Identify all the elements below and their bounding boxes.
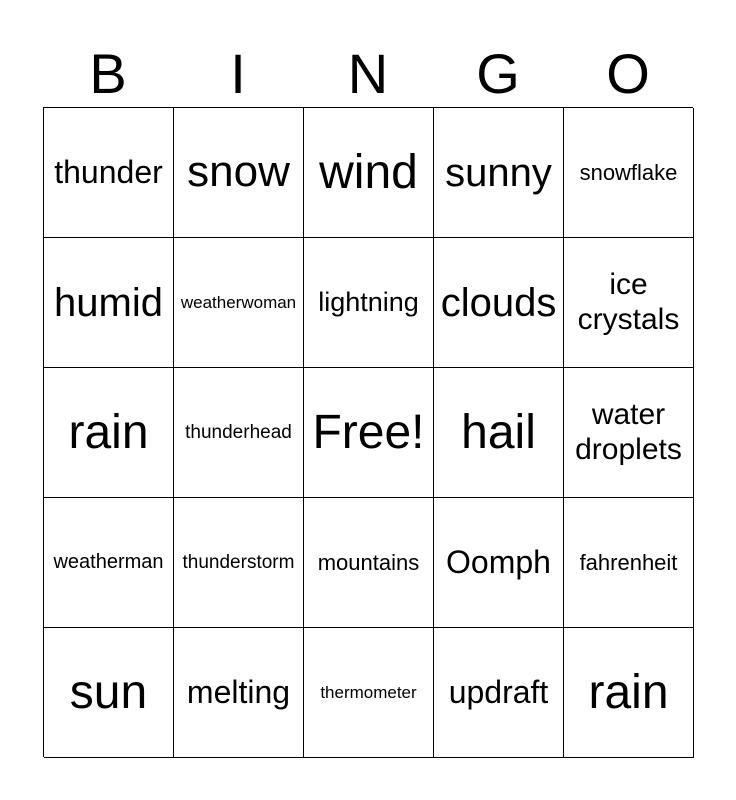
header-letter-b: B xyxy=(89,42,127,105)
bingo-cell[interactable]: lightning xyxy=(304,238,434,368)
bingo-header xyxy=(43,40,693,108)
bingo-cell[interactable]: sunny xyxy=(434,108,564,238)
bingo-cell[interactable]: weatherwoman xyxy=(174,238,304,368)
bingo-cell[interactable]: fahrenheit xyxy=(564,498,694,628)
header-letter-i: I xyxy=(230,42,246,105)
bingo-cell[interactable]: thermometer xyxy=(304,628,434,758)
bingo-cell[interactable]: snowflake xyxy=(564,108,694,238)
bingo-cell[interactable]: updraft xyxy=(434,628,564,758)
bingo-cell[interactable]: weatherman xyxy=(44,498,174,628)
bingo-cell[interactable]: wind xyxy=(304,108,434,238)
bingo-cell[interactable]: sun xyxy=(44,628,174,758)
header-letter-n: N xyxy=(347,42,389,105)
bingo-cell[interactable]: thunderstorm xyxy=(174,498,304,628)
bingo-cell[interactable]: snow xyxy=(174,108,304,238)
bingo-cell[interactable]: hail xyxy=(434,368,564,498)
bingo-cell[interactable]: thunderhead xyxy=(174,368,304,498)
free-space-cell[interactable]: Free! xyxy=(304,368,434,498)
bingo-board xyxy=(43,107,693,757)
header-letter-g: G xyxy=(476,42,520,105)
bingo-cell[interactable]: ice crystals xyxy=(564,238,694,368)
bingo-cell[interactable]: mountains xyxy=(304,498,434,628)
bingo-cell[interactable]: thunder xyxy=(44,108,174,238)
bingo-cell[interactable]: rain xyxy=(44,368,174,498)
bingo-cell[interactable]: rain xyxy=(564,628,694,758)
bingo-cell[interactable]: water droplets xyxy=(564,368,694,498)
header-letter-o: O xyxy=(606,42,650,105)
bingo-cell[interactable]: melting xyxy=(174,628,304,758)
bingo-cell[interactable]: clouds xyxy=(434,238,564,368)
bingo-cell[interactable]: Oomph xyxy=(434,498,564,628)
bingo-cell[interactable]: humid xyxy=(44,238,174,368)
